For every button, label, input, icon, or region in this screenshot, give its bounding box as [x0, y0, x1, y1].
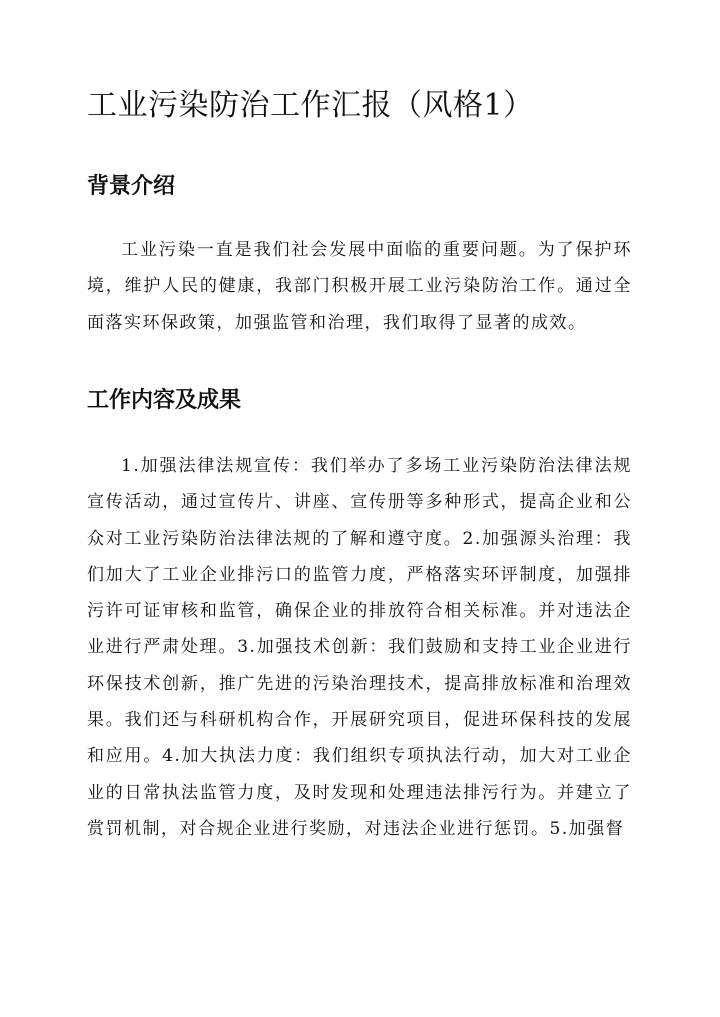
- section-heading-work-results: 工作内容及成果: [87, 387, 242, 413]
- section-heading-background: 背景介绍: [87, 173, 176, 199]
- section-paragraph-work-results: 1.加强法律法规宣传：我们举办了多场工业污染防治法律法规宣传活动，通过宣传片、讲座、宣传册等多种形式，提高企业和公众对工业污染防治法律法规的了解和遵守度。2.加强源头治理：我们加大了工业企业排污口的监管力度，严格落实环评制度，加强排污许可证审核和监管，确保企业的排放符合相关标准。并对违法企业进行严肃处理。3.加强技术创新：我们鼓励和支持工业企业进行环保技术创新，推广先进的污染治理技术，提高排放标准和治理效果。我们还与科研机构合作，开展研究项目，促进环保科技的发展和应用。4.加大执法力度：我们组织专项执法行动，加大对工业企业的日常执法监管力度，及时发现和处理违法排污行为。并建立了赏罚机制，对合规企业进行奖励，对违法企业进行惩罚。5.加强督: [87, 456, 632, 839]
- page-title: 工业污染防治工作汇报（风格1）: [87, 88, 534, 123]
- section-paragraph-background: 工业污染一直是我们社会发展中面临的重要问题。为了保护环境，维护人民的健康，我部门积极开展工业污染防治工作。通过全面落实环保政策，加强监管和治理，我们取得了显著的成效。: [87, 240, 632, 333]
